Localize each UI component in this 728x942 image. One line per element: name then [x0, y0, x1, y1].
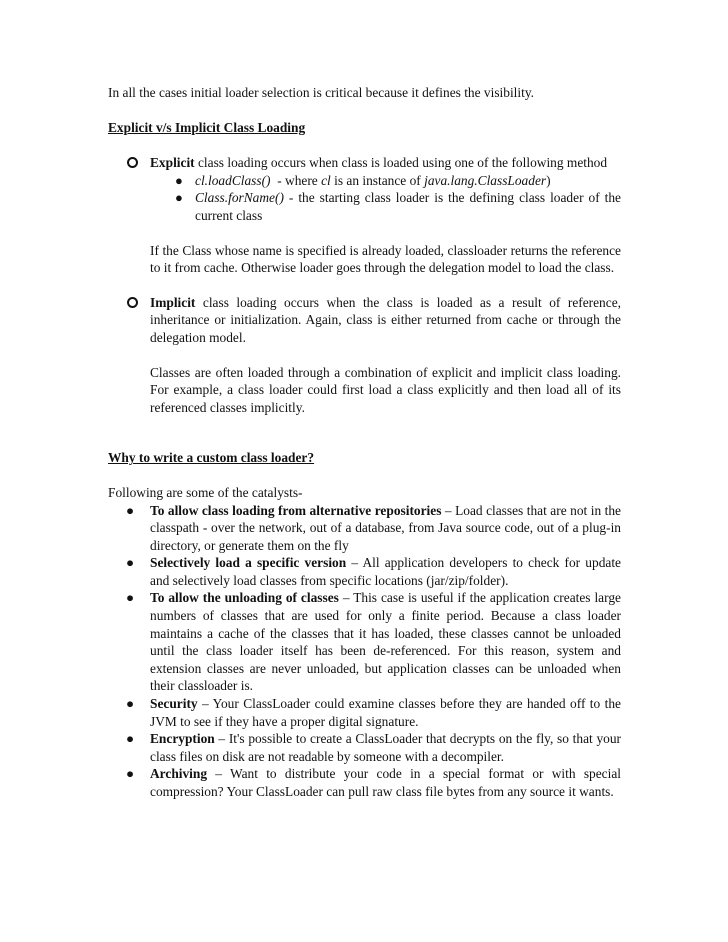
ring-bullet-icon [127, 297, 138, 308]
bullet-dot-icon: ● [175, 190, 183, 206]
catalyst-term: Archiving [150, 766, 208, 782]
bullet-dot-icon: ● [126, 766, 135, 782]
bullet-dot-icon: ● [126, 731, 135, 747]
intro-paragraph: In all the cases initial loader selection is critical because it defines the visibility. [108, 85, 535, 100]
method-text: - the starting class loader is the defining class loader of the current class [195, 190, 621, 223]
catalyst-item [126, 765, 621, 800]
method-list [108, 172, 621, 225]
catalyst-term: Security [150, 696, 198, 712]
explicit-item [150, 154, 621, 172]
implicit-term: Implicit [150, 294, 196, 310]
method-var: cl [321, 172, 331, 188]
catalyst-text: – It's possible to create a ClassLoader that decrypts on the fly, so that your class files on disk are not readable by someone with a decompiler. [150, 731, 621, 764]
method-type: java.lang.ClassLoader [424, 172, 547, 188]
catalyst-list [108, 502, 621, 801]
implicit-item [150, 294, 621, 347]
catalyst-item [126, 554, 621, 589]
document-page [108, 84, 621, 801]
section-heading-explicit-implicit: Explicit v/s Implicit Class Loading [108, 119, 306, 135]
bullet-dot-icon: ● [126, 555, 135, 571]
method-code: Class.forName() [195, 190, 284, 206]
section-heading-custom-loader: Why to write a custom class loader? [108, 450, 315, 466]
ring-bullet-icon [127, 157, 138, 168]
catalyst-item [126, 589, 621, 695]
catalyst-item [126, 695, 621, 730]
catalyst-text: – Want to distribute your code in a special format or with special compression? Your ClassLoader can pull raw class file bytes from any source it wants. [150, 766, 621, 799]
catalyst-text: – This case is useful if the application creates large numbers of classes that are used for only a finite period. Because a class loader maintains a cache of the classes that it has loaded, these classes cannot be unloaded until the class loader itself has been de-referenced. For this reason, system and extension classes are never unloaded, but application classes can be unloaded when their classloader is. [150, 590, 621, 694]
bullet-dot-icon: ● [126, 502, 135, 518]
catalyst-text: – All application developers to check for update and selectively load classes from specific locations (jar/zip/folder). [150, 555, 621, 588]
implicit-text: class loading occurs when the class is loaded as a result of reference, inheritance or initialization. Again, class is either returned from cache or through the delegation model. [150, 294, 621, 345]
bullet-dot-icon: ● [175, 172, 183, 188]
method-item [175, 189, 621, 224]
method-text: is an instance of [330, 172, 425, 188]
catalyst-term: Encryption [150, 731, 215, 747]
explicit-term: Explicit [150, 155, 195, 171]
implicit-followup: Classes are often loaded through a combination of explicit and implicit class loading. For example, a class loader could first load a class explicitly and then load all of its referenced classes implicitly. [150, 364, 621, 415]
catalyst-text: – Your ClassLoader could examine classes before they are handed off to the JVM to see if they have a proper digital signature. [150, 696, 621, 729]
method-text: ) [546, 172, 551, 188]
catalyst-item [126, 502, 621, 555]
catalyst-term: To allow class loading from alternative repositories [150, 502, 442, 518]
catalyst-term: Selectively load a specific version [150, 555, 347, 571]
method-code: cl.loadClass() [195, 172, 271, 188]
bullet-dot-icon: ● [126, 696, 135, 712]
explicit-followup: If the Class whose name is specified is already loaded, classloader returns the reference to it from cache. Otherwise loader goes through the delegation model to load the class. [150, 242, 621, 276]
catalyst-term: To allow the unloading of classes [150, 590, 339, 606]
bullet-dot-icon: ● [126, 590, 135, 606]
method-text: - where [270, 172, 322, 188]
catalysts-lead: Following are some of the catalysts- [108, 484, 303, 500]
catalyst-item [126, 730, 621, 765]
explicit-text: class loading occurs when class is loaded using one of the following method [194, 155, 608, 171]
catalyst-text: – Load classes that are not in the classpath - over the network, out of a database, from Java source code, out of a plug-in directory, or generate them on the fly [150, 502, 621, 553]
method-item [175, 172, 621, 190]
